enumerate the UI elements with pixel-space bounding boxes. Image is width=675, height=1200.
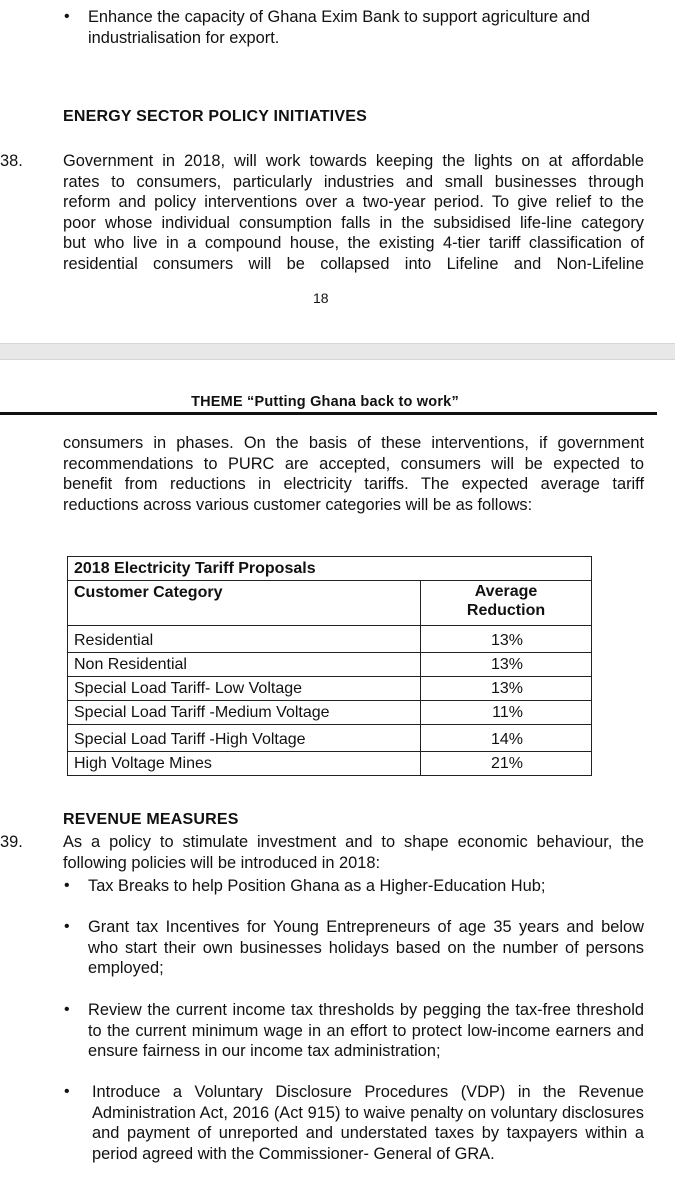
category-cell: High Voltage Mines xyxy=(68,752,421,776)
top-bullet-text: Enhance the capacity of Ghana Exim Bank to support agriculture and industrialisation for export. xyxy=(88,8,591,47)
column-header-reduction-line2: Reduction xyxy=(466,602,546,619)
table-row xyxy=(68,701,592,725)
revenue-heading: REVENUE MEASURES xyxy=(63,811,239,828)
reduction-cell: 21% xyxy=(421,752,592,776)
reduction-cell: 13% xyxy=(421,653,592,677)
page-number: 18 xyxy=(313,290,329,306)
revenue-intro: As a policy to stimulate investment and to shape economic behaviour, the following policies will be introduced in 2018: xyxy=(63,833,644,872)
column-header-reduction-line1: Average xyxy=(474,583,538,600)
category-cell: Special Load Tariff- Low Voltage xyxy=(68,677,421,701)
energy-line: reform and policy interventions over a two-year period. To give relief to the xyxy=(63,193,644,212)
column-header-category: Customer Category xyxy=(68,581,421,626)
theme-header: THEME “Putting Ghana back to work” xyxy=(191,394,459,410)
para-number-38: 38. xyxy=(0,152,23,170)
bullet-icon: • xyxy=(64,8,70,25)
bullet-icon: • xyxy=(64,1001,70,1018)
table-header-row xyxy=(68,581,592,626)
reduction-cell: 13% xyxy=(421,677,592,701)
table-title: 2018 Electricity Tariff Proposals xyxy=(68,557,592,581)
energy-line: Government in 2018, will work towards keeping the lights on at affordable xyxy=(63,152,644,170)
energy-paragraph xyxy=(63,151,644,275)
theme-header-rule xyxy=(0,412,657,415)
page-break-band xyxy=(0,343,675,360)
table-title-row xyxy=(68,557,592,581)
revenue-bullet: Grant tax Incentives for Young Entrepreneurs of age 35 years and below who start their own businesses holidays based on the number of persons employed; xyxy=(88,918,644,978)
column-header-reduction xyxy=(421,581,592,626)
revenue-bullet: Review the current income tax thresholds by pegging the tax-free threshold to the current minimum wage in an effort to protect low-income earners and ensure fairness in our income tax administration; xyxy=(88,1001,644,1061)
table-row xyxy=(68,752,592,776)
energy-line: but who live in a compound house, the existing 4-tier tariff classification of xyxy=(63,234,644,253)
category-cell: Special Load Tariff -High Voltage xyxy=(68,725,421,752)
para-number-39: 39. xyxy=(0,833,23,851)
bullet-icon: • xyxy=(64,918,70,935)
category-cell: Non Residential xyxy=(68,653,421,677)
energy-line: poor whose individual consumption falls in the subsidised life-line category xyxy=(63,213,644,232)
continuation-paragraph: consumers in phases. On the basis of these interventions, if government recommendations to PURC are accepted, consumers will be expected to benefit from reductions in electricity tariffs. The expected average tariff reductions across various customer categories will be as follows: xyxy=(63,434,644,514)
tariff-table xyxy=(67,556,592,776)
energy-line: rates to consumers, particularly industries and small businesses through xyxy=(63,172,644,191)
revenue-bullet: Tax Breaks to help Position Ghana as a Higher-Education Hub; xyxy=(88,877,546,895)
energy-heading: ENERGY SECTOR POLICY INITIATIVES xyxy=(63,108,367,125)
table-row xyxy=(68,677,592,701)
table-row xyxy=(68,725,592,752)
bullet-icon: • xyxy=(64,1083,70,1100)
category-cell: Residential xyxy=(68,626,421,653)
reduction-cell: 14% xyxy=(421,725,592,752)
reduction-cell: 11% xyxy=(421,701,592,725)
revenue-bullet: Introduce a Voluntary Disclosure Procedures (VDP) in the Revenue Administration Act, 2016 (Act 915) to waive penalty on voluntary disclosures and payment of unreported and understated taxes by taxpayers within a period agreed with the Commissioner- General of GRA. xyxy=(92,1083,644,1163)
energy-line: residential consumers will be collapsed into Lifeline and Non-Lifeline xyxy=(63,254,644,273)
category-cell: Special Load Tariff -Medium Voltage xyxy=(68,701,421,725)
table-row xyxy=(68,653,592,677)
reduction-cell: 13% xyxy=(421,626,592,653)
table-row xyxy=(68,626,592,653)
bullet-icon: • xyxy=(64,877,70,894)
